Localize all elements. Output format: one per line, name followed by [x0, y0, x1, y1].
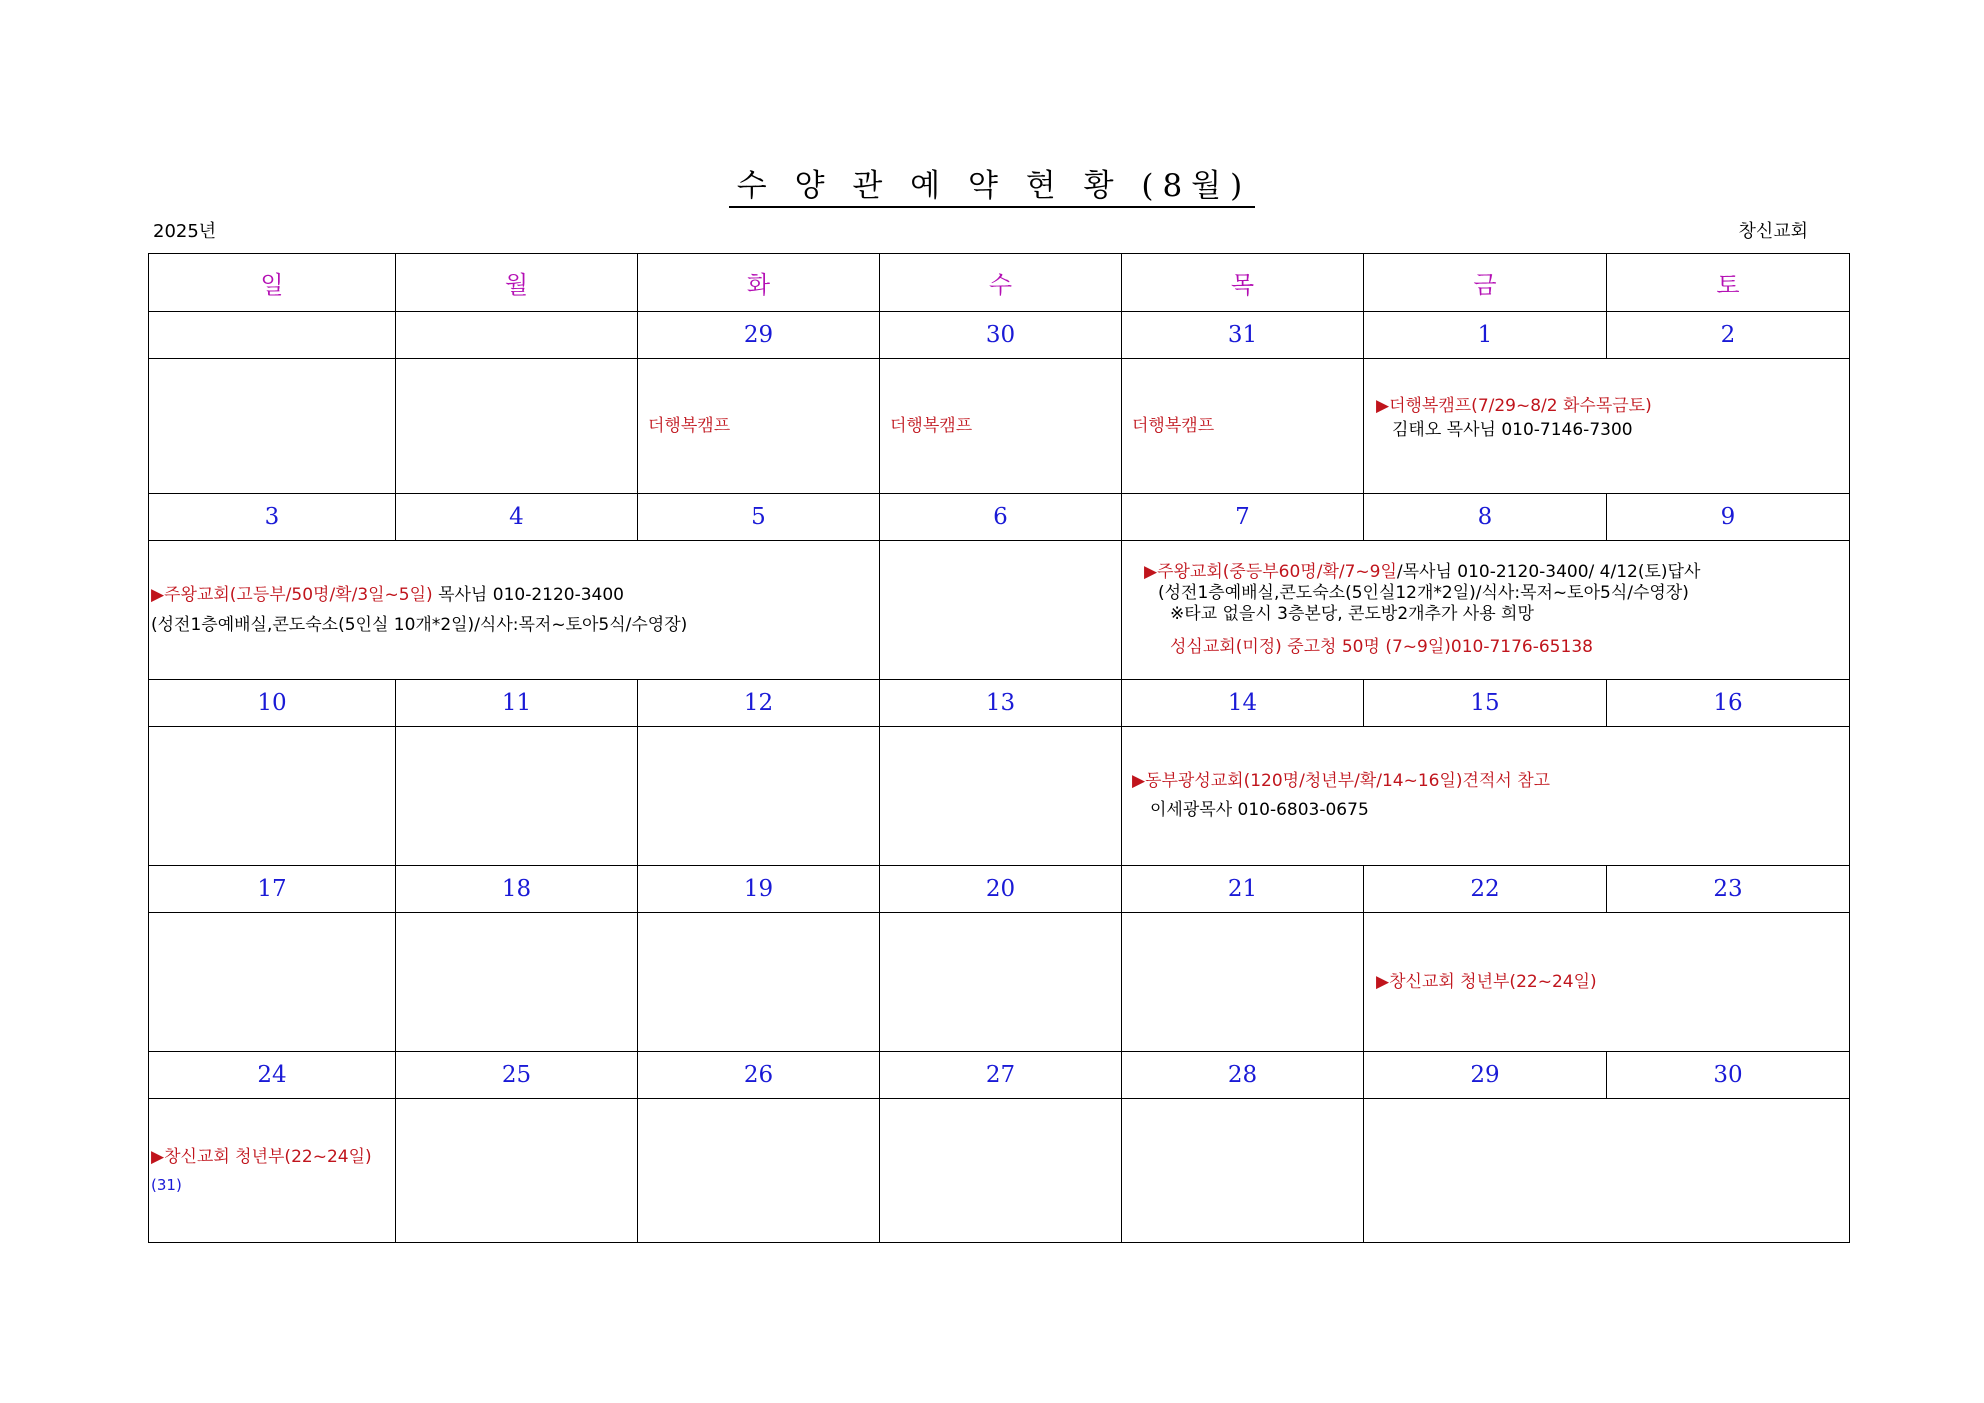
- event-row-week4: [149, 913, 1850, 1052]
- date-cell: [149, 312, 396, 359]
- dongbu-contact: 이세광목사 010-6803-0675: [1150, 800, 1369, 820]
- date-cell: 8: [1364, 494, 1607, 541]
- event-row-week5: [149, 1099, 1850, 1243]
- juwang1-title: ▶주왕교회(고등부/50명/확/3일~5일): [151, 585, 433, 605]
- date-cell: 1: [1364, 312, 1607, 359]
- date-cell: 21: [1122, 866, 1364, 913]
- event-cell: [149, 913, 396, 1052]
- date-cell: 26: [638, 1052, 880, 1099]
- changsin-event-sun: ▶창신교회 청년부(22~24일): [151, 1146, 372, 1167]
- date-cell: 27: [880, 1052, 1122, 1099]
- event-cell: [396, 727, 638, 866]
- event-cell: [638, 359, 880, 494]
- changsin-event-fri: ▶창신교회 청년부(22~24일): [1376, 972, 1597, 992]
- event-cell: [396, 1099, 638, 1243]
- event-cell-thu-sat: [1122, 727, 1850, 866]
- event-cell: [149, 359, 396, 494]
- year-label: 2025년: [153, 221, 217, 242]
- date-cell: 17: [149, 866, 396, 913]
- event-cell: [396, 359, 638, 494]
- event-cell-fri-sat: [1364, 359, 1850, 494]
- event-cell-fri-sat: [1364, 913, 1850, 1052]
- event-row-week3: [149, 727, 1850, 866]
- event-cell: [638, 913, 880, 1052]
- date-cell: 14: [1122, 680, 1364, 727]
- date-cell: 15: [1364, 680, 1607, 727]
- date-row-week4: [149, 866, 1850, 913]
- weekday-sat: 토: [1607, 254, 1850, 312]
- event-cell: [880, 913, 1122, 1052]
- event-cell: [638, 1099, 880, 1243]
- event-cell: [880, 727, 1122, 866]
- date-cell: 28: [1122, 1052, 1364, 1099]
- event-cell: [396, 913, 638, 1052]
- camp-event-tue: 더행복캠프: [648, 416, 731, 436]
- dongbu-title: ▶동부광성교회(120명/청년부/확/14~16일)견적서 참고: [1132, 771, 1551, 791]
- date-cell: 19: [638, 866, 880, 913]
- camp-event-wed: 더행복캠프: [890, 416, 973, 436]
- juwang1-detail: (성전1층예배실,콘도숙소(5인실 10개*2일)/식사:목저~토아5식/수영장): [151, 615, 688, 635]
- weekday-tue: 화: [638, 254, 880, 312]
- event-cell: [880, 541, 1122, 680]
- event-cell: [880, 1099, 1122, 1243]
- date-cell: 22: [1364, 866, 1607, 913]
- date-cell: 6: [880, 494, 1122, 541]
- date-cell: 29: [638, 312, 880, 359]
- date-row-week1: [149, 312, 1850, 359]
- juwang2-note: ※타교 없을시 3층본당, 콘도방2개추가 사용 희망: [1170, 604, 1534, 624]
- date-cell: 25: [396, 1052, 638, 1099]
- event-cell: [1122, 359, 1364, 494]
- event-row-week1: [149, 359, 1850, 494]
- date-cell: 11: [396, 680, 638, 727]
- date-cell: 3: [149, 494, 396, 541]
- note-31: (31): [151, 1175, 182, 1194]
- date-cell: 20: [880, 866, 1122, 913]
- juwang2-title: ▶주왕교회(중등부60명/확/7~9일: [1144, 562, 1397, 582]
- date-cell: 16: [1607, 680, 1850, 727]
- date-cell: 13: [880, 680, 1122, 727]
- page-title: [0, 160, 1984, 205]
- date-row-week5: [149, 1052, 1850, 1099]
- event-cell: [149, 727, 396, 866]
- event-cell: [1122, 913, 1364, 1052]
- event-cell: [149, 1099, 396, 1243]
- title-text: 수 양 관 예 약 현 황 (8월): [729, 168, 1255, 208]
- date-cell: 9: [1607, 494, 1850, 541]
- date-cell: 12: [638, 680, 880, 727]
- date-cell: 31: [1122, 312, 1364, 359]
- church-label: 창신교회: [1738, 221, 1808, 242]
- juwang2-detail: (성전1층예배실,콘도숙소(5인실12개*2일)/식사:목저~토아5식/수영장): [1158, 583, 1689, 603]
- weekday-sun: 일: [149, 254, 396, 312]
- event-cell-fri-sat: [1364, 1099, 1850, 1243]
- date-cell: 5: [638, 494, 880, 541]
- date-cell: 29: [1364, 1052, 1607, 1099]
- seongsim-event: 성심교회(미정) 중고청 50명 (7~9일)010-7176-65138: [1170, 637, 1593, 657]
- juwang2-contact: /목사님 010-2120-3400/ 4/12(토)답사: [1396, 562, 1701, 582]
- date-cell: 4: [396, 494, 638, 541]
- date-cell: 18: [396, 866, 638, 913]
- camp-event-thu: 더행복캠프: [1132, 416, 1215, 436]
- calendar-table: [148, 253, 1850, 1243]
- event-row-week2: [149, 541, 1850, 680]
- date-cell: 30: [880, 312, 1122, 359]
- camp-contact: 김태오 목사님 010-7146-7300: [1392, 420, 1633, 440]
- date-cell: 7: [1122, 494, 1364, 541]
- event-cell: [638, 727, 880, 866]
- weekday-header-row: [149, 254, 1850, 312]
- weekday-fri: 금: [1364, 254, 1607, 312]
- date-cell: 24: [149, 1052, 396, 1099]
- camp-event-main: ▶더행복캠프(7/29~8/2 화수목금토): [1376, 396, 1652, 416]
- date-cell: 23: [1607, 866, 1850, 913]
- weekday-wed: 수: [880, 254, 1122, 312]
- weekday-mon: 월: [396, 254, 638, 312]
- date-row-week2: [149, 494, 1850, 541]
- weekday-thu: 목: [1122, 254, 1364, 312]
- date-row-week3: [149, 680, 1850, 727]
- date-cell: 2: [1607, 312, 1850, 359]
- juwang1-contact: 목사님 010-2120-3400: [438, 585, 624, 605]
- date-cell: 30: [1607, 1052, 1850, 1099]
- event-cell-sun-tue: [149, 541, 880, 680]
- date-cell: [396, 312, 638, 359]
- event-cell: [1122, 1099, 1364, 1243]
- event-cell-thu-sat: [1122, 541, 1850, 680]
- date-cell: 10: [149, 680, 396, 727]
- event-cell: [880, 359, 1122, 494]
